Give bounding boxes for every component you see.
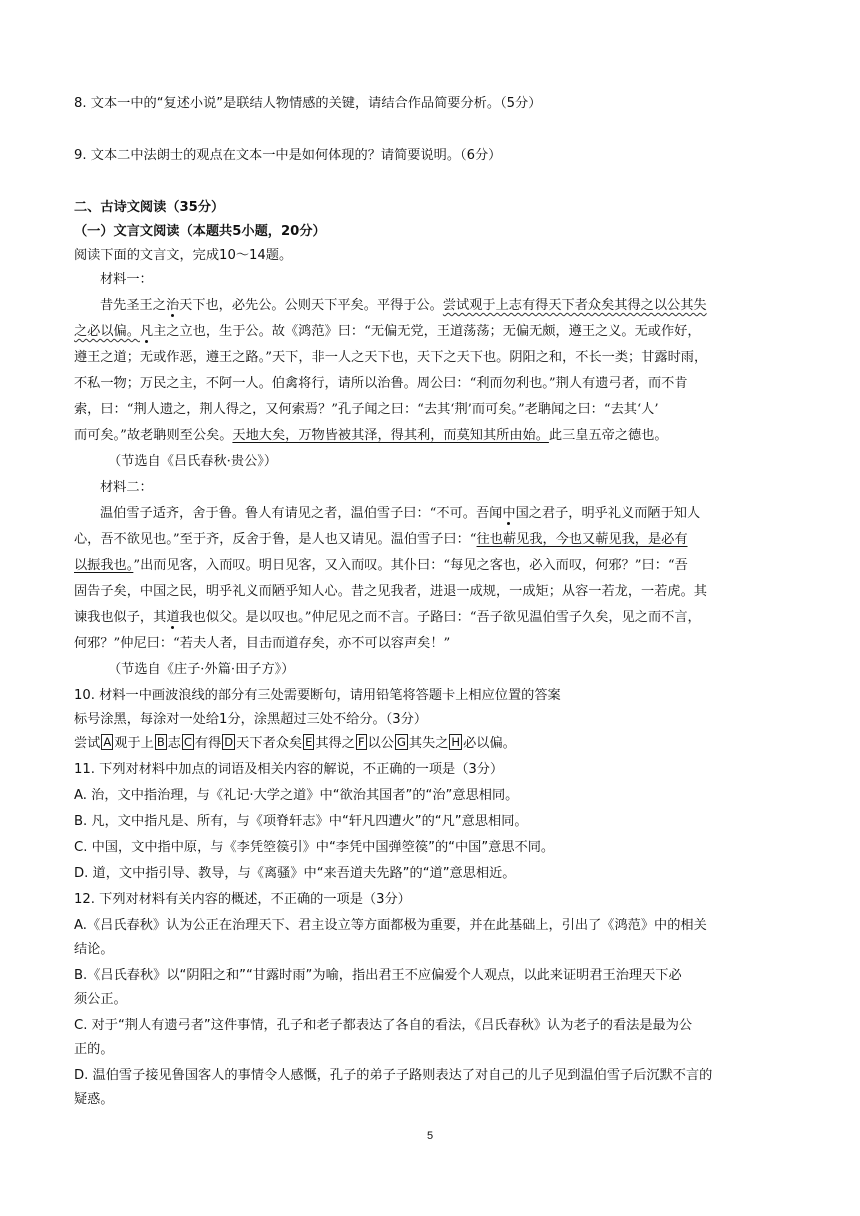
material-2-label: 材料二：: [100, 480, 153, 495]
question-12-option-c-cont: 正的。: [74, 1042, 114, 1057]
dotted-char-fan: 凡: [139, 324, 154, 339]
underlined-sentence-2: 往也蕲见我，今也又蕲见我，是必有: [476, 532, 688, 547]
question-8: 8. 文本一中的“复述小说”是联结人物情感的关键，请结合作品简要分析。（5分）: [74, 96, 542, 111]
question-12-option-b: B.《吕氏春秋》以“阴阳之和”“甘露时雨”为喻，指出君王不应偏爱个人观点，以此来证明君王治理天下必: [74, 968, 682, 983]
question-11-option-b: B. 凡，文中指凡是、所有，与《项脊轩志》中“轩凡四遭火”的“凡”意思相同。: [74, 814, 528, 829]
option-box-b[interactable]: B: [156, 735, 165, 749]
material-1-source: （节选自《吕氏春秋·贵公》）: [108, 454, 278, 469]
option-box-e[interactable]: E: [305, 735, 313, 749]
wavy-underline-passage: 尝试观于上志有得天下者众矣其得之以公其失: [442, 298, 707, 313]
question-11-option-a: A. 治，文中指治理，与《礼记·大学之道》中“欲治其国者”的“治”意思相同。: [74, 788, 519, 803]
option-box-g[interactable]: G: [396, 735, 406, 749]
question-12-option-d-cont: 疑惑。: [74, 1092, 114, 1107]
material-1-line-5: 索，曰：“荆人遗之，荆人得之，又何索焉？”孔子闻之曰：“去其‘荆’而可矣。”老聃闻之曰：“去其‘人’: [74, 402, 659, 417]
question-9: 9. 文本二中法朗士的观点在文本一中是如何体现的？请简要说明。（6分）: [74, 148, 502, 163]
material-2-line-6: 何邪？”仲尼曰：“若夫人者，目击而道存矣，亦不可以容声矣！”: [74, 636, 451, 651]
option-box-c[interactable]: C: [183, 735, 192, 749]
material-2-line-4: 固告子矣，中国之民，明乎礼义而陋乎知人心。昔之见我者，进退一成规，一成矩；从容一若龙，一若虎。其: [74, 584, 707, 599]
page-number: 5: [426, 1130, 434, 1142]
question-12-option-d: D. 温伯雪子接见鲁国客人的事情令人感慨，孔子的弟子子路则表达了对自己的儿子见到温伯雪子后沉默不言的: [74, 1068, 713, 1083]
dotted-char-zhi: 治: [165, 298, 180, 313]
material-1-label: 材料一：: [100, 272, 153, 287]
option-box-h[interactable]: H: [451, 735, 461, 749]
material-1-line-6: 而可矣。”故老聃则至公矣。天地大矣，万物皆被其泽，得其利，而莫知其所由始。此三皇五帝之德也。: [74, 428, 668, 443]
material-2-line-1: 温伯雪子适齐，舍于鲁。鲁人有请见之者，温伯雪子曰：“不可。吾闻中国之君子，明乎礼义而陋于知人: [100, 506, 701, 521]
question-12-stem: 12. 下列对材料有关内容的概述，不正确的一项是（3分）: [74, 892, 411, 907]
section-title: 二、古诗文阅读（35分）: [74, 200, 225, 215]
material-2-line-2: 心，吾不欲见也。”至于齐，反舍于鲁，是人也又请见。温伯雪子曰：“往也蕲见我，今也又蕲见我，是必有: [74, 532, 688, 547]
material-2-source: （节选自《庄子·外篇·田子方》）: [108, 662, 295, 677]
underlined-sentence: 天地大矣，万物皆被其泽，得其利，而莫知其所由始。: [232, 428, 549, 443]
option-box-d[interactable]: D: [224, 735, 234, 749]
question-12-option-b-cont: 须公正。: [74, 992, 127, 1007]
question-11-option-d: D. 道，文中指引导、教导，与《离骚》中“来吾道夫先路”的“道”意思相近。: [74, 866, 516, 881]
material-2-line-5: 谏我也似子，其道我也似父。是以叹也。”仲尼见之而不言。子路曰：“吾子欲见温伯雪子久矣，见之而不言，: [74, 610, 701, 625]
question-10-answer-row: 尝试 A 观于上 B 志 C 有得 D 天下者众矣 E 其得之 F 以公 G 其失之 H 必以偏。: [74, 735, 516, 751]
option-box-f[interactable]: F: [357, 735, 365, 749]
question-12-option-c: C. 对于“荆人有遗弓者”这件事情，孔子和老子都表达了各自的看法，《吕氏春秋》认为老子的看法是最为公: [74, 1018, 693, 1033]
material-1-line-4: 不私一物；万民之主，不阿一人。伯禽将行，请所以治鲁。周公曰：“利而勿利也。”荆人有遗弓者，而不肯: [74, 376, 688, 391]
question-10-stem-2: 标号涂黑，每涂对一处给1分，涂黑超过三处不给分。（3分）: [74, 712, 428, 727]
question-10-stem-1: 10. 材料一中画波浪线的部分有三处需要断句，请用铅笔将答题卡上相应位置的答案: [74, 688, 561, 703]
question-12-option-a: A.《吕氏春秋》认为公正在治理天下、君主设立等方面都极为重要，并在此基础上，引出了《鸿范》中的相关: [74, 918, 707, 933]
question-12-option-a-cont: 结论。: [74, 942, 114, 957]
material-1-line-3: 遵王之道；无或作恶，遵王之路。”天下，非一人之天下也，天下之天下也。阴阳之和，不长一类；甘露时雨，: [74, 350, 708, 365]
question-11-stem: 11. 下列对材料中加点的词语及相关内容的解说，不正确的一项是（3分）: [74, 762, 504, 777]
material-1-line-2: 之必以偏。凡主之立也，生于公。故《鸿范》曰：“无偏无党，王道荡荡；无偏无颇，遵王之义。无或作好，: [74, 324, 701, 339]
option-box-a[interactable]: A: [103, 735, 112, 749]
question-11-option-c: C. 中国，文中指中原，与《李凭箜篌引》中“李凭中国弹箜篌”的“中国”意思不同。: [74, 840, 555, 855]
material-1-line-1: 昔先圣王之治天下也，必先公。公则天下平矣。平得于公。尝试观于上志有得天下者众矣其得之以公其失: [100, 298, 707, 313]
dotted-char-zhong: 中: [502, 506, 516, 521]
material-2-line-3: 以振我也。”出而见客，入而叹。明日见客，又入而叹。其仆曰：“每见之客也，必入而叹，何邪？”曰：“吾: [74, 558, 688, 573]
reading-instruction: 阅读下面的文言文，完成10～14题。: [74, 248, 293, 263]
subsection-title: （一）文言文阅读（本题共5小题，20分）: [74, 224, 326, 239]
dotted-char-dao: 道: [166, 610, 180, 625]
